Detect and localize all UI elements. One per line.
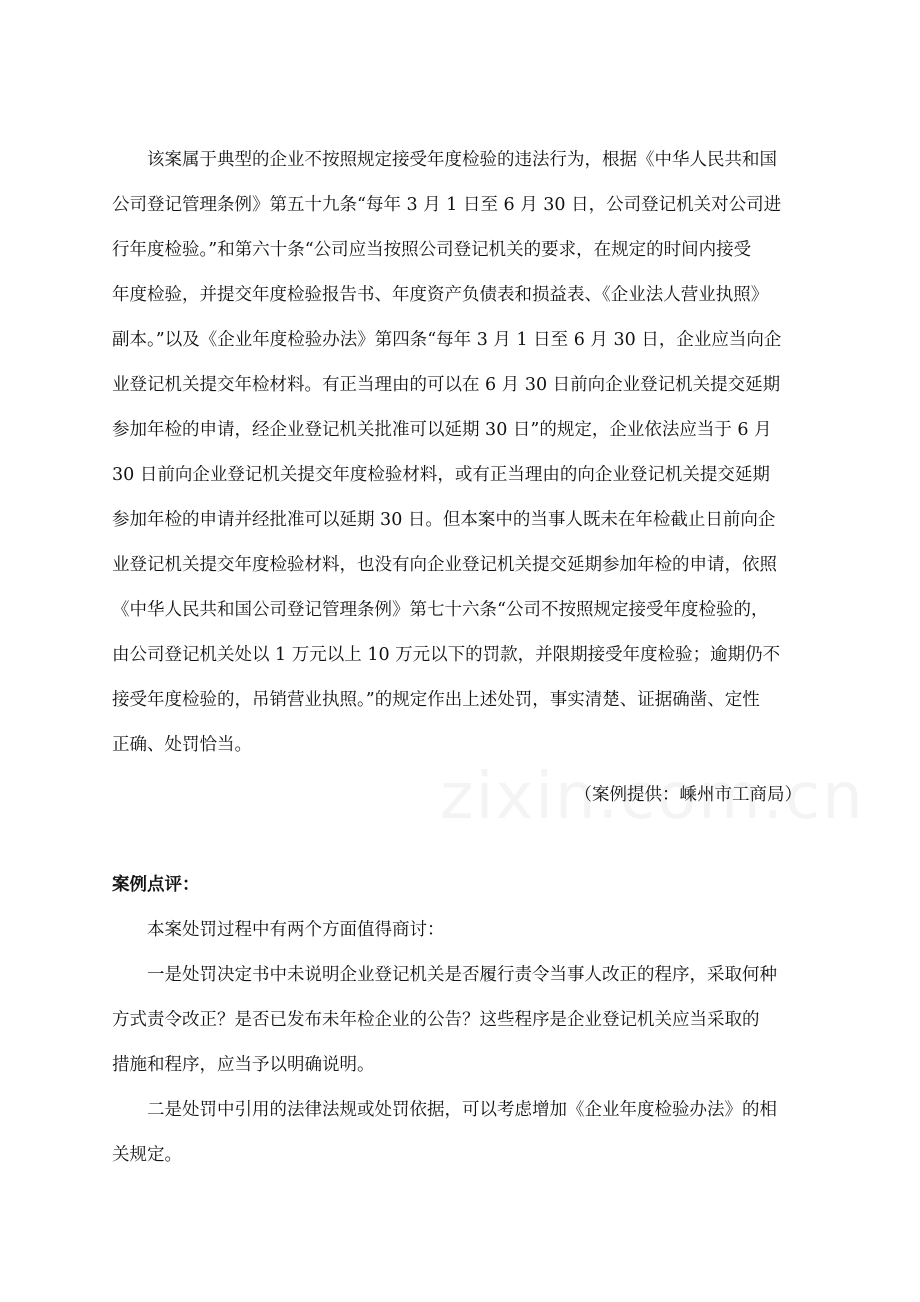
case-body-line: 年度检验，并提交年度检验报告书、年度资产负债表和损益表、《企业法人营业执照》 (112, 285, 769, 305)
case-body-line: 公司登记管理条例》第五十九条“每年 3 月 1 日至 6 月 30 日，公司登记机关对公司进 (112, 195, 782, 215)
case-source: （案例提供：嵊州市工商局） (574, 785, 802, 805)
case-body-line: 由公司登记机关处以 1 万元以上 10 万元以下的罚款，并限期接受年度检验；逾期仍不 (112, 645, 781, 665)
review-intro: 本案处罚过程中有两个方面值得商讨： (147, 920, 445, 940)
case-body-line: 副本。”以及《企业年度检验办法》第四条“每年 3 月 1 日至 6 月 30 日，企业应当向企 (112, 330, 782, 350)
review-heading: 案例点评： (112, 875, 200, 895)
case-body-line: 30 日前向企业登记机关提交年度检验材料，或有正当理由的向企业登记机关提交延期 (112, 465, 770, 485)
review-point-one-line: 方式责令改正？是否已发布未年检企业的公告？这些程序是企业登记机关应当采取的 (112, 1010, 760, 1030)
case-body-line: 行年度检验。”和第六十条“公司应当按照公司登记机关的要求，在规定的时间内接受 (112, 240, 752, 260)
review-point-two-line: 二是处罚中引用的法律法规或处罚依据，可以考虑增加《企业年度检验办法》的相 (147, 1100, 777, 1120)
review-point-two-line: 关规定。 (112, 1145, 182, 1165)
case-body-line: 接受年度检验的，吊销营业执照。”的规定作出上述处罚，事实清楚、证据确凿、定性 (112, 690, 760, 710)
case-body-line: 业登记机关提交年检材料。有正当理由的可以在 6 月 30 日前向企业登记机关提交延期 (112, 375, 781, 395)
case-body-line: 《中华人民共和国公司登记管理条例》第七十六条“公司不按照规定接受年度检验的， (112, 600, 769, 620)
case-body-line: 参加年检的申请，经企业登记机关批准可以延期 30 日”的规定，企业依法应当于 6 月 (112, 420, 772, 440)
review-point-one-line: 措施和程序，应当予以明确说明。 (112, 1055, 375, 1075)
case-body-line: 正确、处罚恰当。 (112, 735, 252, 755)
case-body-line: 该案属于典型的企业不按照规定接受年度检验的违法行为，根据《中华人民共和国 (147, 150, 777, 170)
case-body-line: 业登记机关提交年度检验材料，也没有向企业登记机关提交延期参加年检的申请，依照 (112, 555, 777, 575)
case-body-line: 参加年检的申请并经批准可以延期 30 日。但本案中的当事人既未在年检截止日前向企 (112, 510, 776, 530)
review-point-one-line: 一是处罚决定书中未说明企业登记机关是否履行责令当事人改正的程序，采取何种 (147, 965, 777, 985)
